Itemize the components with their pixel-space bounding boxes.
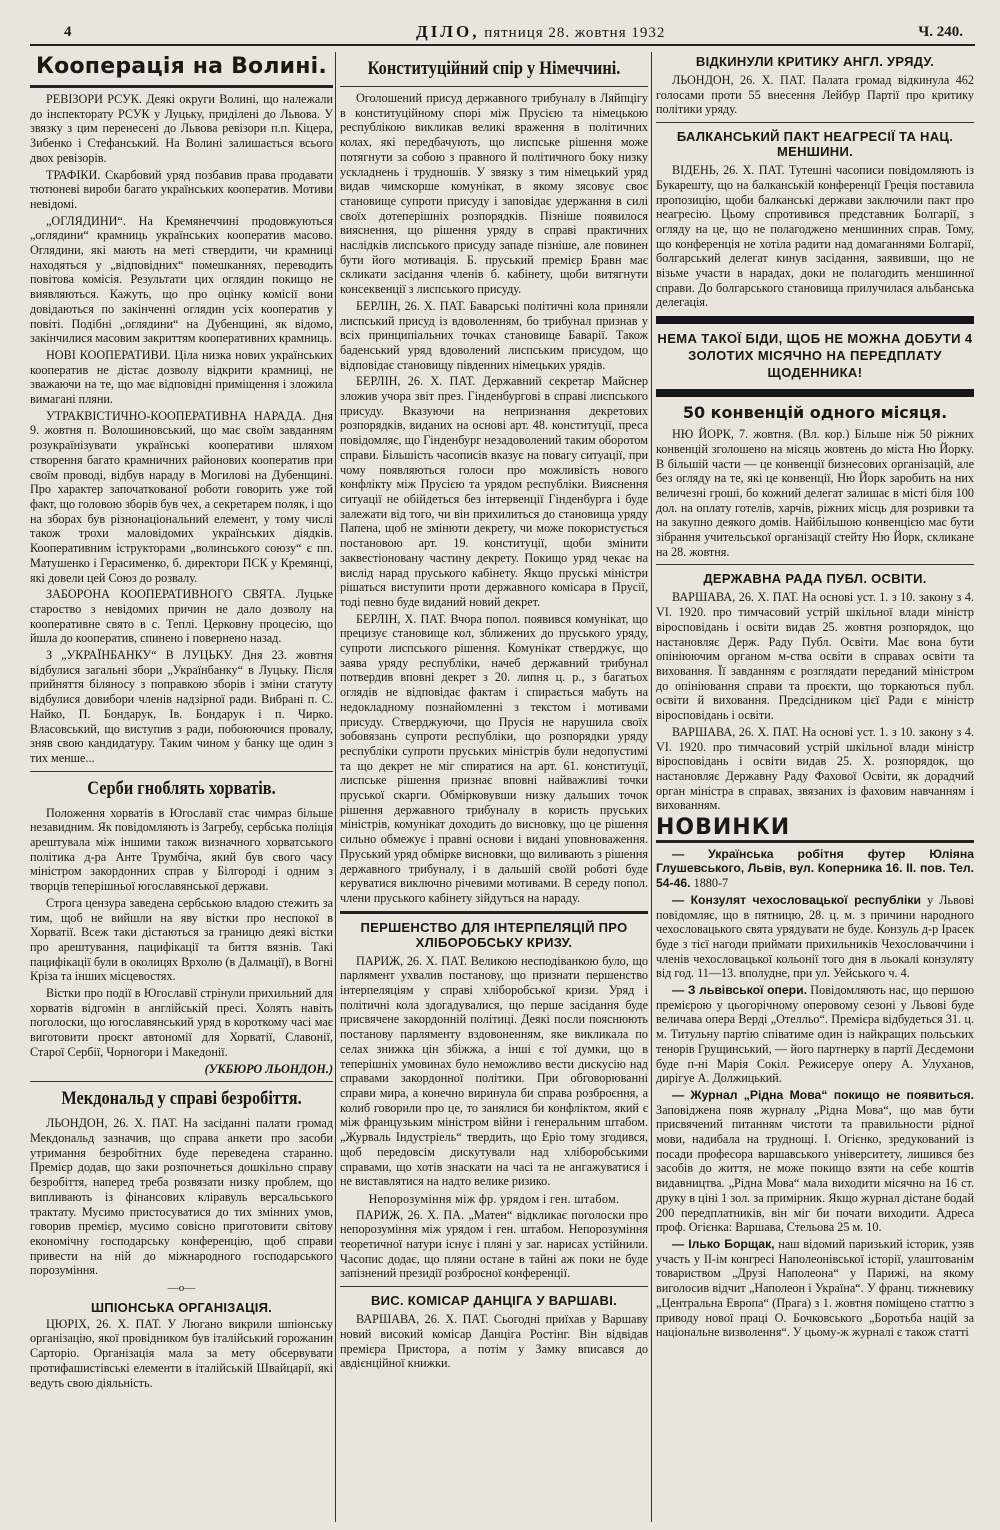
article-headline: ШПІОНСЬКА ОРГАНІЗАЦІЯ. [91,1299,272,1315]
article-source: (УКБЮРО ЛЬОНДОН.) [204,1061,333,1076]
article-headline: 50 конвенцій одного місяця. [682,403,948,423]
issue-date: пятниця 28. жовтня 1932 [484,25,666,41]
paragraph: ВАРШАВА, 26. X. ПАТ. На основі уст. 1. з 10. закону з 4. VI. 1920. про тимчасовий устрій шкільної влади міністр віросповідань і освіти видав 25. X. розпорядок, що настановляє Державну Раду Фахової Освіти, як дорадчий орган міністра в справах, звязаних із фаховим навчанням і вихованням. [656,724,974,813]
article-divider [30,771,333,772]
paragraph: БЕРЛІН, 26. X. ПАТ. Баварські політичні кола приняли лиспський присуд із вдоволенням, бо трибунал признав у всіх принципіальних точках становище Баварії. Також баденський уряд вдоволений лиспським присудом, що відповідає становищу південних німецьких урядів. [340,298,648,372]
paragraph: Вістки про події в Югославії стрінули прихильний для хорватів відгомін в англійській пресі. Холять навіть поголоски, що югославянський уряд в короткому часі має виготовити проєкт автономії для Хорватії, Славонії, Старої Сербії, Чорногори і Македонії. [30,986,333,1059]
masthead [416,22,665,42]
news-item [656,893,974,981]
headline-rule [30,85,333,88]
paragraph: ЦЮРІХ, 26. X. ПАТ. У Люгано викрили шпіонську організацію, якої провідником був італійський горожанин Сарторіо. Організація мала за мету обсервувати протифашистівські елементи в італійській Швайцарії, які ведуть свою діяльність. [30,1316,333,1390]
news-item-text: Повідомляють нас, що першою премієрою у цьогорічному оперовому сезоні у Львові буде величава опера Верді „Отелльо“. Премієра відбудеться 31. ц. м. Титульну партію співатиме один із найкращих польських тенорів Грущинський, — його партнерку в партії Десдемони буде п-ні Марія Сокіл. Режисеруе оперу А. Улуханов, дирігуе А. Должицький. [656,983,974,1086]
article-headline: Мекдональд у справі безробіття. [61,1088,302,1110]
news-item-lead: — Журнал „Рідна Мова“ покищо не появиться. [672,1087,974,1102]
article-divider [340,1286,648,1287]
column-1 [30,52,333,1522]
subheading: Непорозуміння між фр. урядом і ген. штабом. [368,1191,620,1206]
newspaper-title: ДІЛО, [416,22,480,41]
article-divider [656,564,974,565]
paragraph: ЗАБОРОНА КООПЕРАТИВНОГО СВЯТА. Луцьке староство з невідомих причин не дало дозволу на кооперативне свято в с. Теплі. Церковну процесію, що йшла до кооператив, спинено і повернено назад. [30,587,333,646]
paragraph: НЮ ЙОРК, 7. жовтня. (Вл. кор.) Більше ніж 50 ріжних конвенцій зголошено на місяць жовтень до міста Ню Йорку. В більшій части — це конвенції бизнесових організацій, але без огляду на те, які це конвенції, Ню Йорк заробить на них величезні гроші, бо кожний делегат залишає в місті біля 100 дол. на оплату готелів, харчів, ріжних місць для розривки та на закупно деякого домів. Найбільшою конвенцією має бути зібрання учительської організації стейту Ню Йорк, скликане на 28. жовтня. [656,427,974,559]
article-headline: ДЕРЖАВНА РАДА ПУБЛ. ОСВІТИ. [703,571,927,587]
page-header [30,22,975,46]
news-item-text: Заповіджена появ журналу „Рідна Мова“, що мав бути присвячений питанням чистоти та правильности рідної мови, надибала на труднощі. І. Огієнко, зредукований із посади професора варшавського університету, лишився без засобів до життя, не може покищо взяти на себе коштів видавництва. „Рідна Мова“ мала виходити місячно на 16 ст. друку в ціні 1 зол. за примірник. Якщо журнал дістане бодай 200 передплатників, він міг би почати виходити. Адреса проф. Огієнка: Варшава, Стельова 25 м. 10. [656,1102,974,1235]
news-item-lead: — Конзулят чехословацької республіки [672,892,921,907]
paragraph: УТРАКВІСТИЧНО-КООПЕРАТИВНА НАРАДА. Дня 9. жовтня п. Волошиновський, що має своїм завданням розукраїнізувати українські кооперативи шляхом створення багато крамничних районових кооператив при своїм проводі, відбув нараду в Могилові на Дубенщині. Про характер започаткованої роботи говорить уже той факт, що головою зборів був чех, а секретарем поляк, і що на зборах був різнонаціональний елемент, у тому числі також трохи маловідомих українських діядків. Кооперативним іструкторами „волинського союзу“ є пп. Матушенко і Герасименко, б. директори ПСК у Кремянці, які довели цей Союз до розвалу. [30,408,333,585]
article-headline: ВИС. КОМІСАР ДАНЦІГА У ВАРШАВІ. [370,1293,618,1309]
subscription-ad: НЕМА ТАКОЇ БІДИ, ЩОБ НЕ МОЖНА ДОБУТИ 4 ЗОЛОТИХ МІСЯЧНО НА ПЕРЕДПЛАТУ ЩОДЕННИКА! [657,331,973,381]
news-item-text: у Львові повідомляє, що в пятницю, 28. ц. м. з причини народного чехословацького свята урядувати не буде. Конзуль д-р Ірасек буде з тієї нагоди приймати прихильників Чехословаччини і членів чехословацької кольонії того дня в льокалі конзуляту від год. 11—13. вполудне, при ул. Уейського ч. 4. [656,892,974,981]
news-item [656,1237,974,1340]
news-item [656,1088,974,1235]
article-headline: Серби гноблять хорватів. [87,777,276,799]
paragraph: БЕРЛІН, 26. X. ПАТ. Державний секретар Майснер зложив учора звіт през. Гінденбургові в справі лиспського присуду. Вказуючи на непризнання декретових розпорядків, виданих на основі арт. 48. конституції, преса повідомляє, що Гінденбург незадоволений таким оборотом справи. Більшість часописів вказує на повагу ситуації, при чому появляються голоси про можливість нового конфлікту між Прусією та урядом республіки. Вияснення ситуації не обійдеться без інтервенції Гінденбурга і буде залежати від того, чи він прихилиться до становища уряду Папена, щоб не змінюти декрету, чи може покористується постановою арт. 19. конституції, щоби змінити заквестіоновану частину декрету. Покищо уряд чекає на вислід нарад пруського кабінету. Якщо пруські міністри рішаться виступити проти державного комісара в Прусії, тоді певно буде виданий новий декрет. [340,374,648,609]
paragraph: ПАРИЖ, 26. X. ПАТ. Великою несподіванкою було, що парлямент ухвалив постанову, що признати першенство інтерпеляціям у справі хліборобської кризи. Уряд і політичні кола здогадувалися, що перше засідання буде присвячене закордонній політиці. Деякі посли пояснюють постанову парляменту вздовоненням, яке викликала по селах знижка цін збіжжа, а інші є тої думки, що в теперішніх умовинах було неможливо вести дискусію над справами закордонної політики. При обговорюванні справи мира, а конечно виринула би справа розброєння, а колиб говорили про це, то занялися би конфліктом, який є між французьким міністром війни і генеральним штабом. „Журваль Індустріель“ твердить, що Еріо тому згодився, щоб передовсім дискутували над хліборобськими справами, що хотів знаскати на часі та не ангажуватися і не виставлятися на надто велике ризико. [340,953,648,1189]
paragraph: БЕРЛІН, X. ПАТ. Вчора попол. появився комунікат, що прецизує становище кол, зближених до пруського уряду, супроти лиспського рішення. Комунікат стверджує, що заява уряду республіки, начеб державний трибунал потвердив вповні декрет з 20. липня ц. р., з багатьох оглядів не відповідає фактам і спирається мабуть на недокладному познайомленні з текстом і мотивами присуду. Стверджуючи, що Прусія не нарушила своїх зобовязань супроти республіки, що розпорядки уряду республіки супроти пруських міністрів були недопустимі та що декрет не міг спиратися на арт. 61. конституції, лиспське рішення признає вповні найважливі точки пруської скарги. Обмірковувши низку дальших точок рішення державного трибуналу в користь пруських міністрів, комунікат доходить до висновку, що це рішення сильно обмежує і правні основи і видані уповноваження. Пруський уряд обмірке висновки, що виливають з рішення державного трибуналу, і в дальшій своїй роботі буде керуватися виключно річевими мотивами. В середу попол. члени пруського кабінету зійдуться на нараду. [340,611,648,905]
paragraph: РЕВІЗОРИ РСУК. Деякі округи Волині, що належали до інспекторату РСУК у Луцьку, приділені до Львова. У звязку з цим перенесені до Львова ревізори п.п. Кіцера, Зибенко і Стефанський. На Волині залишається всього двох ревізорів. [30,92,333,165]
paragraph: „ОГЛЯДИНИ“. На Кремянеччині продовжуються „оглядини“ крамниць українських кооператив масово. Оглядини, які мають на меті ствердити, чи крамниці находяться у „відповідних“ помешканнях, переводить повітова комісія. Результати цих оглядин покищо не виявляються. Кажуть, що про оцінку комісії вони довідаються по закінченні оглядин усіх кооператив у повіті. Подібні „оглядини“ на Дубенщині, як відомо, закінчилися масовим закриттям кооперативних крамниць. [30,213,333,346]
news-rule [656,840,974,843]
article-headline: Конституційний спір у Німеччині. [367,58,621,79]
page-number: 4 [64,24,72,40]
article-divider [340,911,648,914]
news-item [656,847,974,891]
article-headline: ПЕРШЕНСТВО ДЛЯ ІНТЕРПЕЛЯЦІЙ ПРО ХЛІБОРОБСЬКУ КРИЗУ. [360,919,628,950]
paragraph: Положення хорватів в Югославії стає чимраз більше незавидним. Як повідомляють із Загребу, сербська поліція арештувала між іншими також визначного хорватського політика д-ра Анте Трумбіча, який був свого часу міністром закордонних справ у Білгороді і одним з творців теперішньої югославянської держави. [30,805,333,894]
article-headline: ВІДКИНУЛИ КРИТИКУ АНГЛ. УРЯДУ. [695,54,935,69]
column-2 [340,52,648,1522]
news-item-lead: — Українська робітня футер Юліяна Глушевського, Львів, вул. Коперника 16. II. пов. Тел. 54-46. [656,846,974,891]
issue-number: Ч. 240. [918,24,963,40]
news-item-lead: — Ілько Борщак, [672,1237,775,1251]
news-section-title: НОВИНКИ [656,815,791,841]
paragraph: ТРАФІКИ. Скарбовий уряд позбавив права продавати тютюневі вироби багато українських кооператив. Мотиви невідомі. [30,167,333,211]
paragraph: ЛЬОНДОН, 26. X. ПАТ. Палата громад відкинула 462 голосами проти 55 внесення Лейбур Партії про критику політики уряду. [656,73,974,117]
news-item-text: 1880-7 [690,876,729,891]
ad-banner-bottom [656,389,974,397]
paragraph: ЛЬОНДОН, 26. X. ПАТ. На засіданні палати громад Мекдональд зазначив, що справа анкети про засоби утримання безробітних буде переведена старанно. Премієр додав, що заки розпочнеться дошкільно справу безробіття, наперед треба розвязати низку проблем, що випливають із фінансових кліравуль версальського трактату. Мусимо пристосуватися до тих змінних умов, говорив премієр, мусимо совісно приготовити світову економічну господарську конференцію, щоб справи привести на ній до міжнародного господарського порозуміння. [30,1116,333,1278]
headline-rule [340,86,648,87]
article-divider [30,1081,333,1082]
paragraph: ПАРИЖ, 26. X. ПА. „Матен“ відкликає поголоски про непорозуміння між урядом і ген. штабом. Непорозуміння теоретичної натури існує і пляні у заг. нарисах устійнили. Часопис додає, що пляни остане в тайні аж поки не буде запізнений президії розброєної конференції. [340,1207,648,1281]
news-item-lead: — З львівської опери. [672,983,808,998]
ad-banner-top [656,316,974,324]
paragraph: Оголошений присуд державного трибуналу в Ляйпцігу в конституційному спорі між Прусією та німецькою республікою викликав великі враження в політичних колах, які передбачують, що лиспське рішення може потягнути за собою з правного й політичного боку низку ускладнень і трудношів. У звязку з тим німецький уряд видав чимскорше комунікат, в якому зясовує своє становище супроти присуду і заповідає удержання в силі своїх дотеперішніх розпорядків. Пізніше появилося вияснення, що рішення уряду в справі практичних наслідків лиспського присуду западе пізніше, але повинен бути його мотивація. Б. пруський премієр Бравн має скликати засідання членів б. кабінету, щоби витягнути консеквенції з лиспського присуду. [340,91,648,297]
paragraph: ВАРШАВА, 26. X. ПАТ. На основі уст. 1. з 10. закону з 4. VI. 1920. про тимчасовий устрій шкільної влади міністр віросповідань і освіти видав 25. жовтня розпорядок, що настановляє Держ. Раду Публ. Освіти. Має вона бути опініюючим органом м-ства освіти в справах освіти та виховання. Її завданням є розглядати переданий міністром до опініювання справи та проєкти, що торкаються публ. освіти й виховання. Предсідником цієї Ради є міністр віросповідань і освіти. [656,590,974,723]
column-rule [335,52,336,1522]
column-3 [656,52,974,1522]
news-item-text: наш відомий паризький історик, узяв участь у II-ім конгресі Наполеонівської історії, улаштованім товариством „Друзі Наполеона“ у Парижі, на якому виголосив відчит „Наполеон і Україна“. У франц. тижневику „Центральна Европа“ (Прага) з 1. жовтня поміщено статтю з приводу нової праці О. Бочковського „Боротьба націй за національне визволення“. У цьому-ж журналі є також статті [656,1237,974,1340]
separator: —o— [167,1282,196,1295]
paragraph: ВІДЕНЬ, 26. X. ПАТ. Тутешні часописи повідомляють із Букарешту, що на балканській конференції Греція поставила пропозицію, щоби балканські держави заключили пакт про неагресію. Цьому спротивився представник Болгарії, з огляду на це, що не полагоджено меншинних справ. Тому, що конференція не хотіла радити над домаганнями Болгарії, болгарський делегат кинув засідання, заявивши, що не візьме участи в нарадах, доки не полагодить меншинної справи. До болгарського становища прилучилася альбанська делегація. [656,163,974,310]
column-rule [651,52,652,1522]
paragraph: ВАРШАВА, 26. X. ПАТ. Сьогодні приїхав у Варшаву новий високий комісар Данціга Ростінг. Він відвідав премієра Пристора, а потім у Замку вписався до авдієнційної книжки. [340,1312,648,1371]
paragraph: НОВІ КООПЕРАТИВИ. Ціла низка нових українських кооператив не дістає дозволу відкрити крамниці, не зважаючи на те, що має відповідні приміщення і зложила вимагані пляни. [30,347,333,407]
paragraph: Строга цензура заведена сербською владою стежить за тим, щоб не вийшли на яву вістки про неспокої в Хорватії. Всеж таки дістаються за границю деякі вістки про арештування, пацифікації та биття вязнів. Такі пацифікації були в околицях Врхолю (в Далмації), в Вогні Кріза та інших місцевостях. [30,895,333,984]
news-item [656,983,974,1086]
article-divider [656,122,974,123]
paragraph: З „УКРАЇНБАНКУ“ В ЛУЦЬКУ. Дня 23. жовтня відбулися загальні збори „Українбанку“ в Луцьку. Після прийняття біляносу з поправкою зборів і зміни статуту відбулися довибори членів надзірної ради. Вибрані п. С. Найко, П. Бондарук, Ів. Бондарук і п. Чирко. Власовський, що виступив з ради, побоюючися провалу, зняв свою кандидатуру. Таким чином у банку ще один з тих менше... [30,648,333,765]
article-headline: Кооперація на Волині. [36,54,327,79]
article-headline: БАЛКАНСЬКИЙ ПАКТ НЕАГРЕСІЇ ТА НАЦ. МЕНШИНИ. [676,129,954,160]
